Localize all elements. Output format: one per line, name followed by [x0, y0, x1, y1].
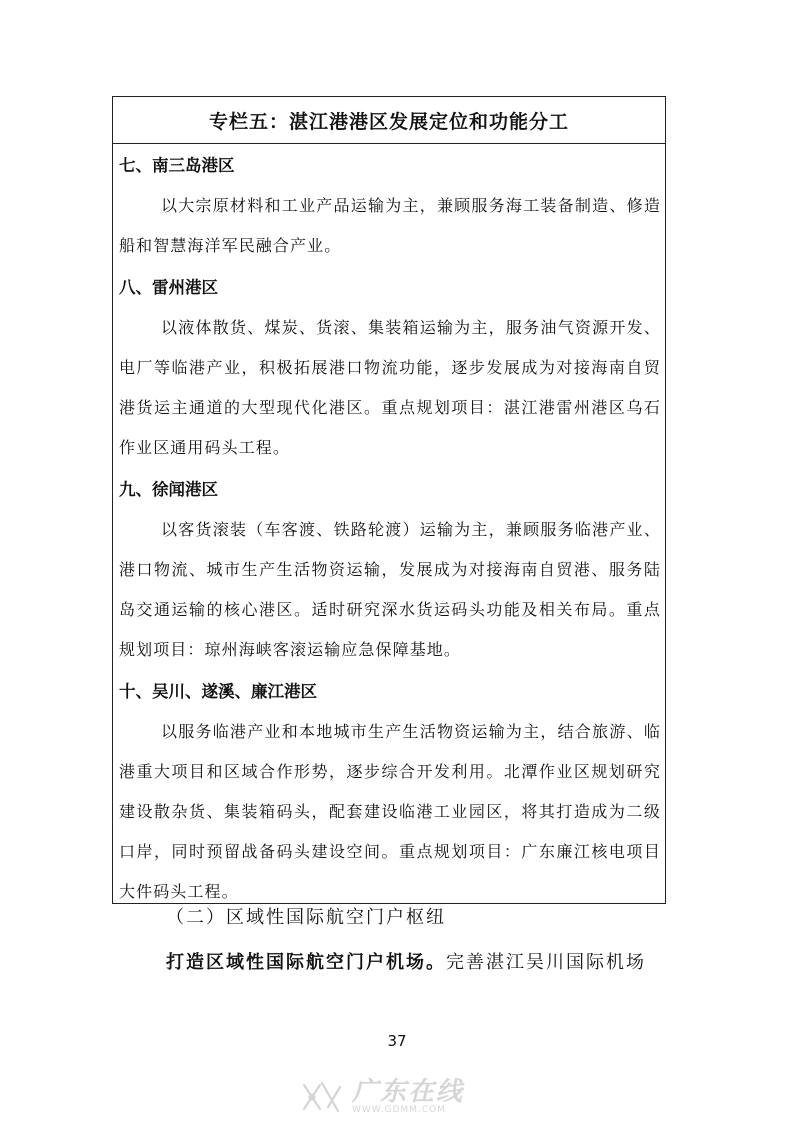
section-heading: 七、南三岛港区: [119, 156, 235, 175]
section-text: 以大宗原材料和工业产品运输为主，兼顾服务海工装备制造、修造船和智慧海洋军民融合产业。: [119, 196, 661, 255]
section-nansan: [119, 146, 665, 266]
section-wuchuan: [119, 672, 665, 912]
section-text: 以客货滚装（车客渡、铁路轮渡）运输为主，兼顾服务临港产业、港口物流、城市生产生活物资运输，发展成为对接海南自贸港、服务陆岛交通运输的核心港区。适时研究深水货运码头功能及相关布局。重点规划项目：琼州海峡客滚运输应急保障基地。: [119, 520, 661, 659]
lead-bold: 打造区域性国际航空门户机场。: [166, 952, 446, 973]
feature-box-body: [113, 146, 665, 912]
lead-text: 完善湛江吴川国际机场: [446, 952, 646, 973]
watermark-logo-icon: [300, 1077, 344, 1117]
section-leizhou: [119, 268, 665, 468]
section-text: 以液体散货、煤炭、货滚、集装箱运输为主，服务油气资源开发、电厂等临港产业，积极拓展港口物流功能，逐步发展成为对接海南自贸港货运主通道的大型现代化港区。重点规划项目：湛江港雷州港区乌石作业区通用码头工程。: [119, 318, 661, 457]
feature-box-title: 专栏五：湛江港港区发展定位和功能分工: [113, 97, 665, 144]
page-number: 37: [387, 1032, 407, 1050]
section-heading: 九、徐闻港区: [119, 480, 218, 499]
lead-paragraph: [166, 948, 646, 974]
section-xuwen: [119, 470, 665, 670]
watermark: [300, 1075, 510, 1119]
section-heading: 八、雷州港区: [119, 278, 218, 297]
subheading: （二）区域性国际航空门户枢纽: [166, 907, 446, 928]
feature-box: [112, 96, 666, 904]
watermark-text: 广东在线: [352, 1077, 465, 1107]
section-heading: 十、吴川、遂溪、廉江港区: [119, 682, 317, 701]
section-text: 以服务临港产业和本地城市生产生活物资运输为主，结合旅游、临港重大项目和区域合作形势，逐步综合开发利用。北潭作业区规划研究建设散杂货、集装箱码头，配套建设临港工业园区，将其打造成为二级口岸，同时预留战备码头建设空间。重点规划项目：广东廉江核电项目大件码头工程。: [119, 722, 661, 901]
watermark-url: WWW.GDMM.COM: [352, 1105, 446, 1115]
